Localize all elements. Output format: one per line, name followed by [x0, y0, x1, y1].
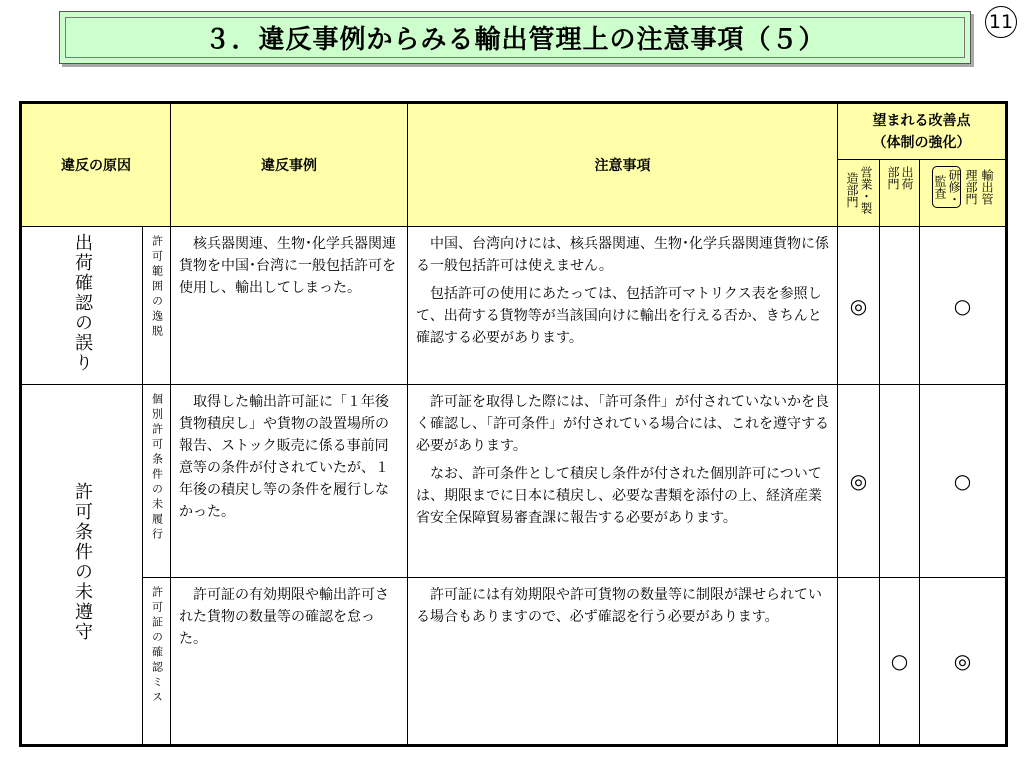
header-notes: 注意事項 [408, 103, 838, 227]
mark-shipping [880, 385, 920, 578]
cause-sub-cell: 個別許可条件の未履行 [143, 385, 171, 578]
case-cell: 取得した輸出許可証に「１年後貨物積戻し」や貨物の設置場所の報告、ストック販売に係る事前同意等の条件が付されていたが、１年後の積戻し等の条件を履行しなかった。 [171, 385, 408, 578]
case-cell: 核兵器関連、生物･化学兵器関連貨物を中国･台湾に一般包括許可を使用し、輸出してしまった。 [171, 227, 408, 385]
notes-cell: 許可証を取得した際には、「許可条件」が付されていないかを良く確認し、「許可条件」が付されている場合には、これを遵守する必要があります。 なお、許可条件として積戻し条件が付された個別許可については、期限までに日本に積戻し、必要な書類を添付の上、経済産業省安全保障貿易審査課に報告する必要があります。 [408, 385, 838, 578]
header-improvement [838, 103, 1007, 160]
table-row [21, 227, 1007, 385]
header-improvement-line2: （体制の強化） [872, 134, 971, 151]
mark-sales: ◎ [838, 227, 880, 385]
table-row [21, 578, 1007, 746]
table-row [21, 385, 1007, 578]
header-improvement-line1: 望まれる改善点 [872, 112, 971, 129]
title-box [59, 11, 971, 64]
mark-export: ◎ [920, 578, 1007, 746]
header-case: 違反事例 [171, 103, 408, 227]
header-cause: 違反の原因 [21, 103, 171, 227]
mark-shipping: ○ [880, 578, 920, 746]
training-audit-bracket: 研修・ 監査 [932, 166, 961, 208]
cause-main-cell: 許可条件の未遵守 [21, 385, 143, 746]
mark-export: ○ [920, 227, 1007, 385]
mark-shipping [880, 227, 920, 385]
violation-table [19, 101, 1008, 747]
case-cell: 許可証の有効期限や輸出許可された貨物の数量等の確認を怠った。 [171, 578, 408, 746]
header-dept-sales: 営業・製 造部門 [838, 160, 880, 227]
header-dept-shipping: 出荷 部門 [880, 160, 920, 227]
cause-sub-cell: 許可範囲の逸脱 [143, 227, 171, 385]
mark-sales: ◎ [838, 385, 880, 578]
cause-sub-cell: 許可証の確認ミス [143, 578, 171, 746]
notes-cell: 中国、台湾向けには、核兵器関連、生物･化学兵器関連貨物に係る一般包括許可は使えません。 包括許可の使用にあたっては、包括許可マトリクス表を参照して、出荷する貨物等が当該国向けに輸出を行える否か、きちんと確認する必要があります。 [408, 227, 838, 385]
header-dept-export: 輸出管 理部門 研修・ 監査 [920, 160, 1007, 227]
notes-cell: 許可証には有効期限や許可貨物の数量等に制限が課せられている場合もありますので、必ず確認を行う必要があります。 [408, 578, 838, 746]
mark-sales [838, 578, 880, 746]
page-title: ３．違反事例からみる輸出管理上の注意事項（５） [204, 25, 826, 55]
page-number: 11 [985, 6, 1017, 38]
cause-main-cell: 出荷確認の誤り [21, 227, 143, 385]
mark-export: ○ [920, 385, 1007, 578]
